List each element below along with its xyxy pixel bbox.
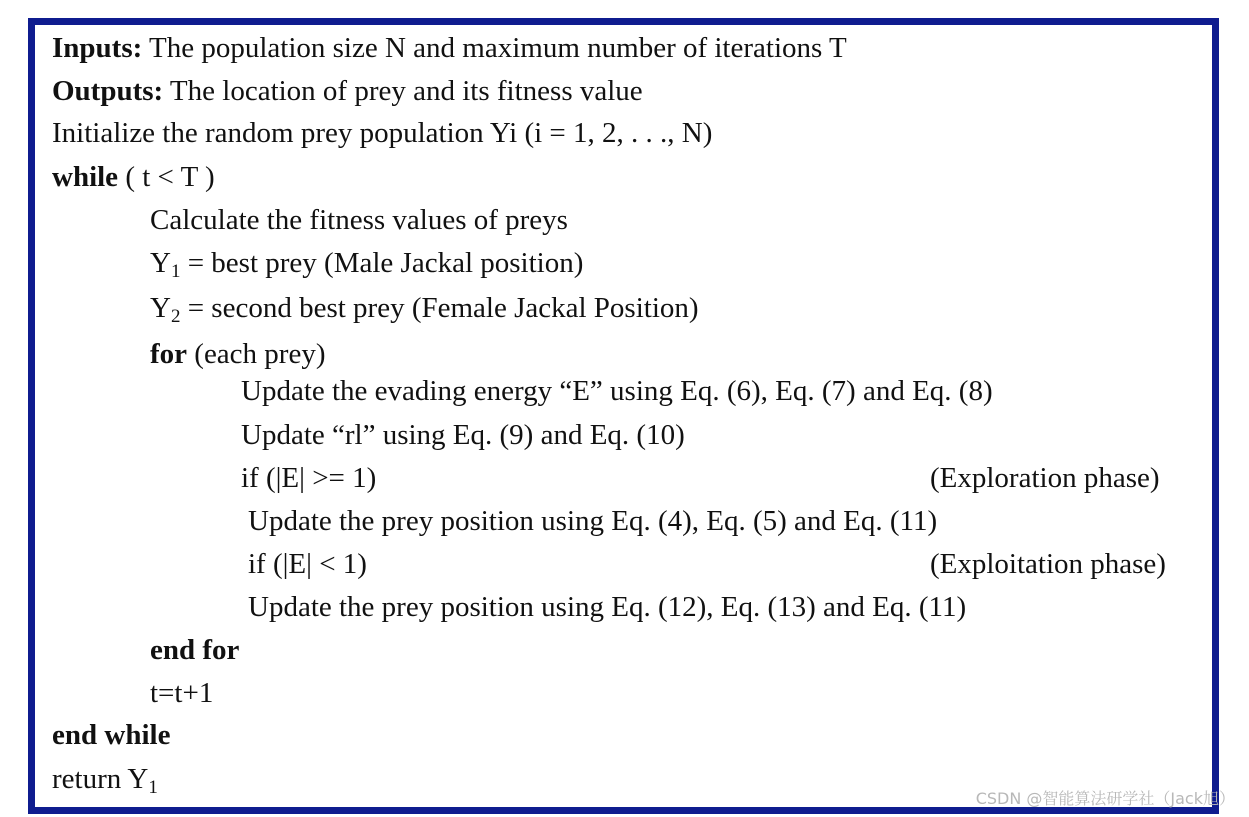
return-text: return Y (52, 763, 149, 795)
y1-subscript: 1 (170, 261, 181, 282)
outputs-text: The location of prey and its fitness value (163, 75, 643, 107)
init-line: Initialize the random prey population Yi (i = 1, 2, . . ., N) (52, 117, 713, 149)
for-keyword: for (150, 338, 188, 370)
inputs-text: The population size N and maximum number of iterations T (142, 32, 847, 64)
update-energy-line: Update the evading energy “E” using Eq. (6), Eq. (7) and Eq. (8) (241, 375, 993, 407)
update-exploitation-line: Update the prey position using Eq. (12), Eq. (13) and Eq. (11) (248, 591, 967, 623)
for-line (150, 337, 326, 371)
increment-line: t=t+1 (150, 677, 214, 709)
y1-text: = best prey (Male Jackal position) (180, 247, 584, 279)
if-exploration-line: if (|E| >= 1) (241, 462, 377, 494)
inputs-line (52, 31, 847, 65)
end-for-line: end for (150, 634, 240, 666)
exploitation-phase-label: (Exploitation phase) (930, 548, 1166, 580)
csdn-watermark: CSDN @智能算法研学社（Jack旭） (975, 789, 1235, 808)
y1-var: Y (150, 247, 171, 279)
for-text: (each prey) (187, 338, 326, 370)
exploration-phase-label: (Exploration phase) (930, 462, 1160, 494)
while-line (52, 160, 215, 194)
y2-subscript: 2 (170, 306, 181, 327)
update-exploration-line: Update the prey position using Eq. (4), Eq. (5) and Eq. (11) (248, 505, 938, 537)
y2-text: = second best prey (Female Jackal Position) (180, 292, 699, 324)
outputs-line (52, 74, 643, 108)
inputs-label: Inputs: (52, 32, 143, 64)
update-rl-line: Update “rl” using Eq. (9) and Eq. (10) (241, 419, 685, 451)
outputs-label: Outputs: (52, 75, 164, 107)
y2-var: Y (150, 292, 171, 324)
y2-line (150, 291, 699, 325)
if-exploitation-line: if (|E| < 1) (248, 548, 367, 580)
y1-line (150, 246, 583, 280)
end-while-line: end while (52, 719, 171, 751)
while-keyword: while (52, 161, 119, 193)
calc-fitness-line: Calculate the fitness values of preys (150, 204, 568, 236)
while-condition: ( t < T ) (118, 161, 215, 193)
return-line (52, 762, 158, 796)
return-subscript: 1 (148, 777, 158, 798)
